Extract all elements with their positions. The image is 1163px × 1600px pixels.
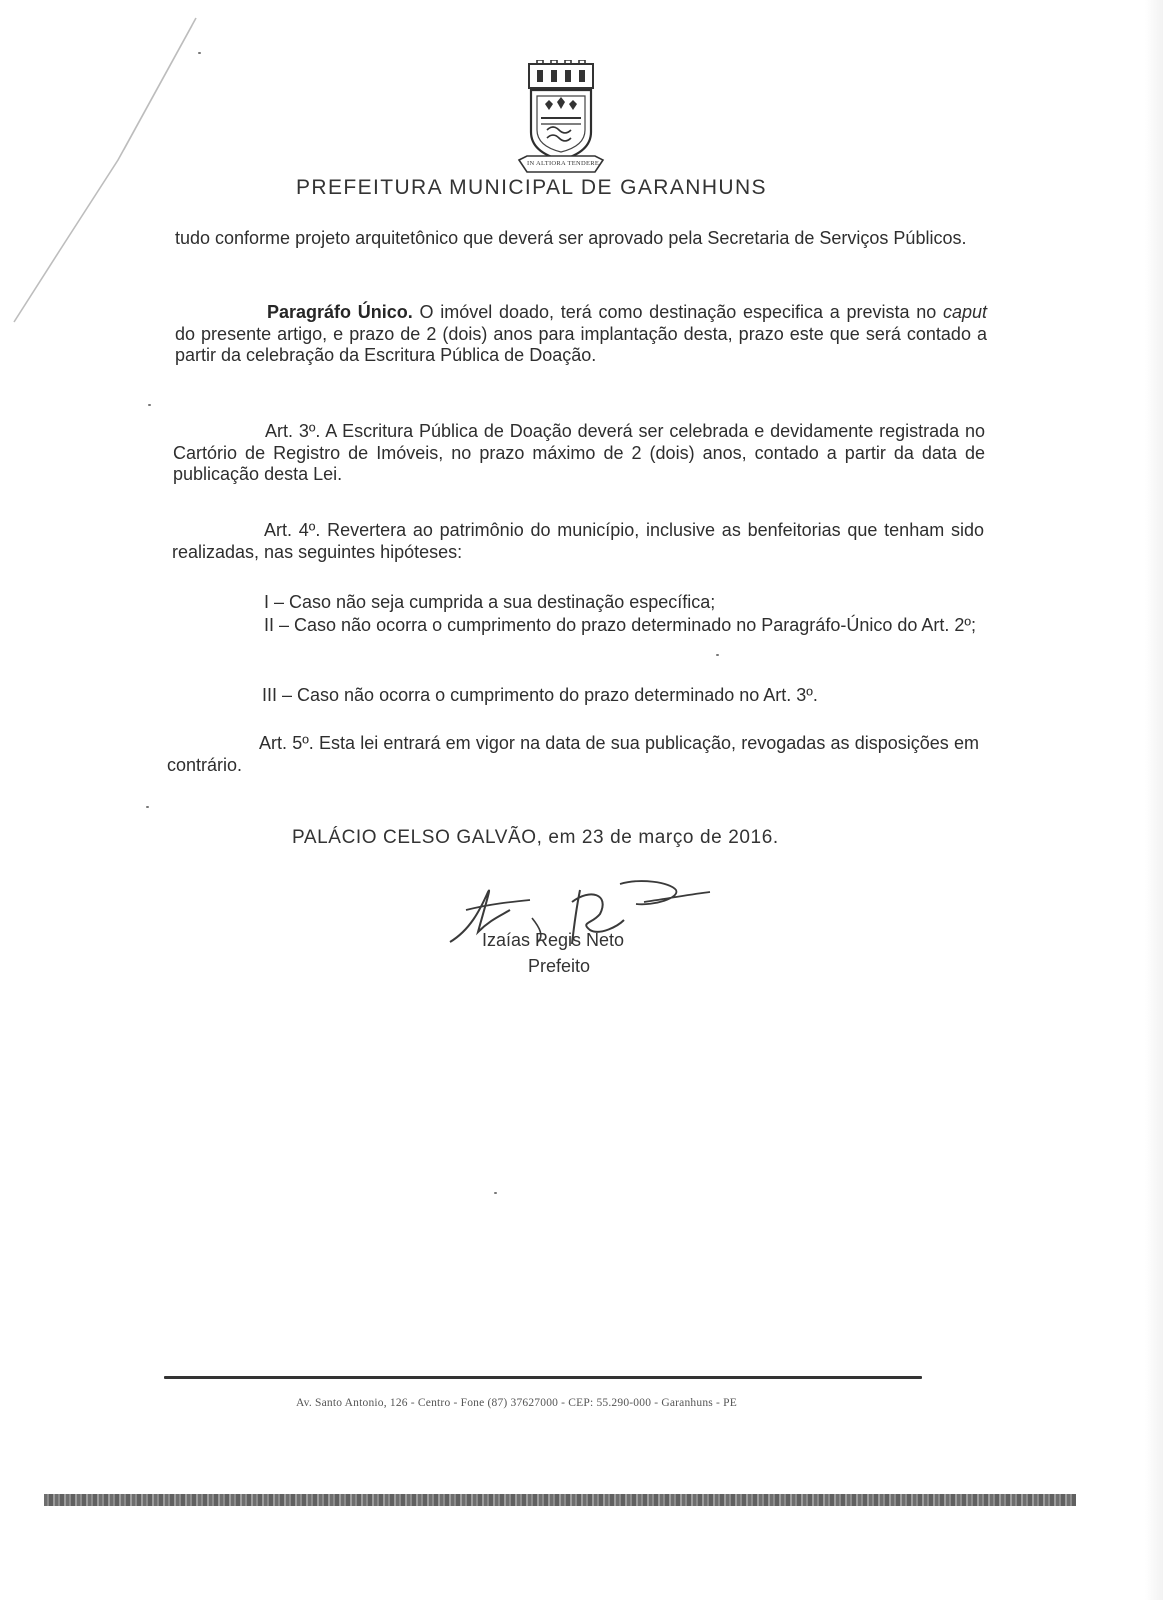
paragraph-unico-text-2: do presente artigo, e prazo de 2 (dois) anos para implantação desta, prazo este que será contado a partir da celebração da Escritura Pública de Doação.: [175, 323, 987, 365]
page-header-title: PREFEITURA MUNICIPAL DE GARANHUNS: [296, 176, 767, 199]
scan-speck: [716, 654, 719, 656]
scan-speck: [146, 806, 149, 808]
paragraph-unico-caput: caput: [942, 302, 987, 322]
footer-divider: [164, 1376, 922, 1379]
scan-speck: [494, 1192, 497, 1194]
article-4-item-1: I – Caso não seja cumprida a sua destinação específica;: [264, 592, 716, 612]
footer-address: Av. Santo Antonio, 126 - Centro - Fone (87) 37627000 - CEP: 55.290-000 - Garanhuns - PE: [296, 1397, 737, 1409]
scan-edge-shadow: [1145, 0, 1163, 1600]
article-3: Art. 3º. A Escritura Pública de Doação deverá ser celebrada e devidamente registrada no Cartório de Registro de Imóveis, no prazo máximo de 2 (dois) anos, contado a partir da data de publicação desta Lei.: [173, 421, 985, 484]
article-4-item-3: III – Caso não ocorra o cumprimento do prazo determinado no Art. 3º.: [262, 685, 818, 705]
paragraph-continuation: tudo conforme projeto arquitetônico que deverá ser aprovado pela Secretaria de Serviços Públicos.: [175, 228, 967, 248]
scan-bottom-band: [44, 1494, 1076, 1506]
coat-of-arms-motto: IN ALTIORA TENDERE: [527, 160, 600, 167]
paragraph-unico: [175, 302, 987, 367]
coat-of-arms-icon: [517, 60, 605, 176]
paragraph-unico-lead: Paragráfo Único.: [267, 302, 413, 322]
signer-role: Prefeito: [528, 956, 591, 976]
place-and-date: PALÁCIO CELSO GALVÃO, em 23 de março de 2016.: [292, 827, 779, 848]
scan-speck: [148, 404, 151, 406]
scan-streak: [0, 0, 220, 340]
article-4: Art. 4º. Revertera ao patrimônio do município, inclusive as benfeitorias que tenham sido realizadas, nas seguintes hipóteses:: [172, 520, 984, 562]
article-5: Art. 5º. Esta lei entrará em vigor na data de sua publicação, revogadas as disposições em contrário.: [167, 733, 979, 775]
signer-name: Izaías Regis Neto: [482, 930, 625, 950]
scan-speck: [198, 52, 201, 54]
paragraph-unico-text-1: O imóvel doado, terá como destinação especifica a prevista no: [412, 302, 943, 322]
article-4-item-2: II – Caso não ocorra o cumprimento do prazo determinado no Paragráfo-Único do Art. 2º;: [264, 615, 976, 635]
